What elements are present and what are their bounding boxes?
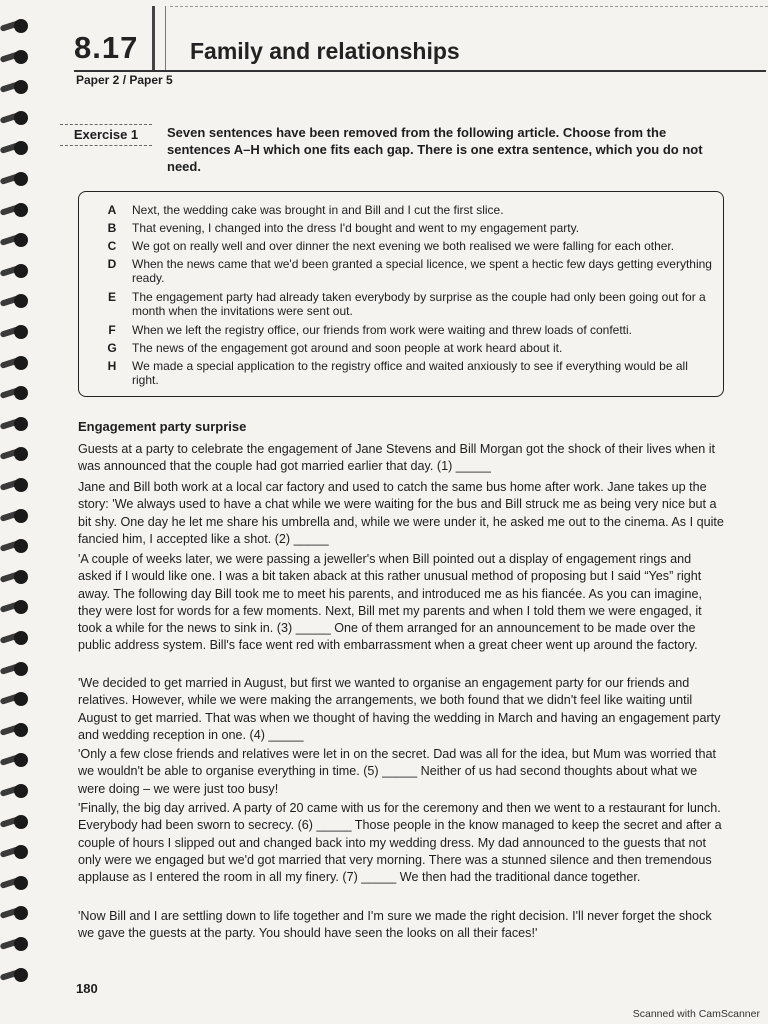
header-top-rule <box>170 6 768 7</box>
spiral-ring <box>0 814 30 830</box>
spiral-ring <box>0 936 30 952</box>
spiral-ring <box>0 49 30 65</box>
option-text: The engagement party had already taken everybody by surprise as the couple had only been going out for a month when the invitations were sent out. <box>132 290 706 318</box>
spiral-ring <box>0 416 30 432</box>
section-divider <box>152 6 166 72</box>
spiral-ring <box>0 202 30 218</box>
spiral-ring <box>0 477 30 493</box>
scanner-watermark: Scanned with CamScanner <box>632 1008 760 1020</box>
option-text: That evening, I changed into the dress I'd bought and went to my engagement party. <box>132 221 580 235</box>
options-box <box>78 191 724 397</box>
option-letter: B <box>107 221 117 235</box>
article-paragraph: 'Now Bill and I are settling down to life together and I'm sure we made the right decision. I'll never forget the shock we gave the guests at the party. You should have seen the looks on all their faces!' <box>78 909 712 941</box>
spiral-ring <box>0 110 30 126</box>
spiral-ring <box>0 661 30 677</box>
section-number: 8.17 <box>74 30 139 65</box>
spiral-ring <box>0 355 30 371</box>
option-letter: G <box>107 341 117 355</box>
spiral-ring <box>0 18 30 34</box>
spiral-ring <box>0 875 30 891</box>
spiral-ring <box>0 599 30 615</box>
exercise-label: Exercise 1 <box>60 124 152 146</box>
option-letter: H <box>107 359 117 373</box>
spiral-binding <box>0 18 34 1008</box>
option-text: We made a special application to the registry office and waited anxiously to see if everything would be all right. <box>132 359 688 387</box>
spiral-ring <box>0 79 30 95</box>
article-paragraph: Jane and Bill both work at a local car factory and used to catch the same bus home after work. Jane takes up the story: 'We always used to have a chat while we were waiting for the bus and Bill struck me as being very nice but a bit shy. One day he let me share his umbrella and, while we were under it, he asked me out to the cinema. As I quite fancied him, I accepted like a shot. (2) _____ <box>78 480 724 546</box>
article-heading: Engagement party surprise <box>78 419 247 434</box>
spiral-ring <box>0 171 30 187</box>
option-letter: F <box>108 323 116 337</box>
spiral-ring <box>0 232 30 248</box>
option-text: The news of the engagement got around and soon people at work heard about it. <box>132 341 563 355</box>
article-paragraph: 'Finally, the big day arrived. A party of 20 came with us for the ceremony and then we went to a restaurant for lunch. Everybody had been sworn to secrecy. (6) _____ Those people in the know managed to keep the secret and after a couple of hours I slipped out and changed back into my wedding dress. My dad announced to the guests that not only were we engaged but we'd got married that very morning. There was a stunned silence and then tremendous applause as I entered the room in all my finery. (7) _____ We then had the traditional dance together. <box>78 801 722 885</box>
spiral-ring <box>0 905 30 921</box>
spiral-ring <box>0 722 30 738</box>
page-title: Family and relationships <box>190 38 460 64</box>
page-number: 180 <box>76 981 98 996</box>
option-text: When we left the registry office, our friends from work were waiting and threw loads of confetti. <box>132 323 633 337</box>
spiral-ring <box>0 324 30 340</box>
spiral-ring <box>0 293 30 309</box>
spiral-ring <box>0 783 30 799</box>
article-paragraph: 'We decided to get married in August, but first we wanted to organise an engagement party for our friends and relatives. However, while we were making the arrangements, we both found that we didn't feel like waiting until August to get married. That was when we thought of having the wedding in March and having an engagement party and wedding reception in one. (4) _____ <box>78 676 721 742</box>
spiral-ring <box>0 446 30 462</box>
spiral-ring <box>0 844 30 860</box>
article-paragraph: Guests at a party to celebrate the engagement of Jane Stevens and Bill Morgan got the shock of their lives when it was announced that the couple had got married earlier that day. (1) _____ <box>78 442 716 474</box>
spiral-ring <box>0 630 30 646</box>
paper-label: Paper 2 / Paper 5 <box>76 73 173 87</box>
title-rule <box>74 70 766 72</box>
option-letter: D <box>107 257 117 271</box>
spiral-ring <box>0 569 30 585</box>
spiral-ring <box>0 385 30 401</box>
option-text: When the news came that we'd been granted a special licence, we spent a hectic few days getting everything ready. <box>132 257 712 285</box>
spiral-ring <box>0 967 30 983</box>
spiral-ring <box>0 140 30 156</box>
option-text: Next, the wedding cake was brought in and Bill and I cut the first slice. <box>132 203 504 217</box>
spiral-ring <box>0 538 30 554</box>
spiral-ring <box>0 508 30 524</box>
option-letter: E <box>107 290 116 304</box>
exercise-instruction: Seven sentences have been removed from the following article. Choose from the sentences A–H which one fits each gap. There is one extra sentence, which you do not need. <box>167 125 703 174</box>
spiral-ring <box>0 263 30 279</box>
option-text: We got on really well and over dinner the next evening we both realised we were falling for each other. <box>132 239 675 253</box>
spiral-ring <box>0 752 30 768</box>
option-letter: A <box>107 203 117 217</box>
option-letter: C <box>107 239 117 253</box>
spiral-ring <box>0 691 30 707</box>
article-paragraph: 'Only a few close friends and relatives were let in on the secret. Dad was all for the idea, but Mum was worried that we wouldn't be able to organise everything in time. (5) _____ Neither of us had second thoughts about what we were doing – we were just too busy! <box>78 747 716 796</box>
article-paragraph: 'A couple of weeks later, we were passing a jeweller's when Bill pointed out a display of engagement rings and asked if I would like one. I was a bit taken aback at this rather unusual method of proposing but I said “Yes” right away. The following day Bill took me to meet his parents, and introduced me as his fiancée. As you can imagine, they were lost for words for a few moments. Next, Bill met my parents and when I told them we were engaged, it took a while for the news to sink in. (3) _____ One of them arranged for an announcement to be made over the public address system. Bill's face went red with embarrassment when a great cheer went up around the factory. <box>78 552 702 653</box>
